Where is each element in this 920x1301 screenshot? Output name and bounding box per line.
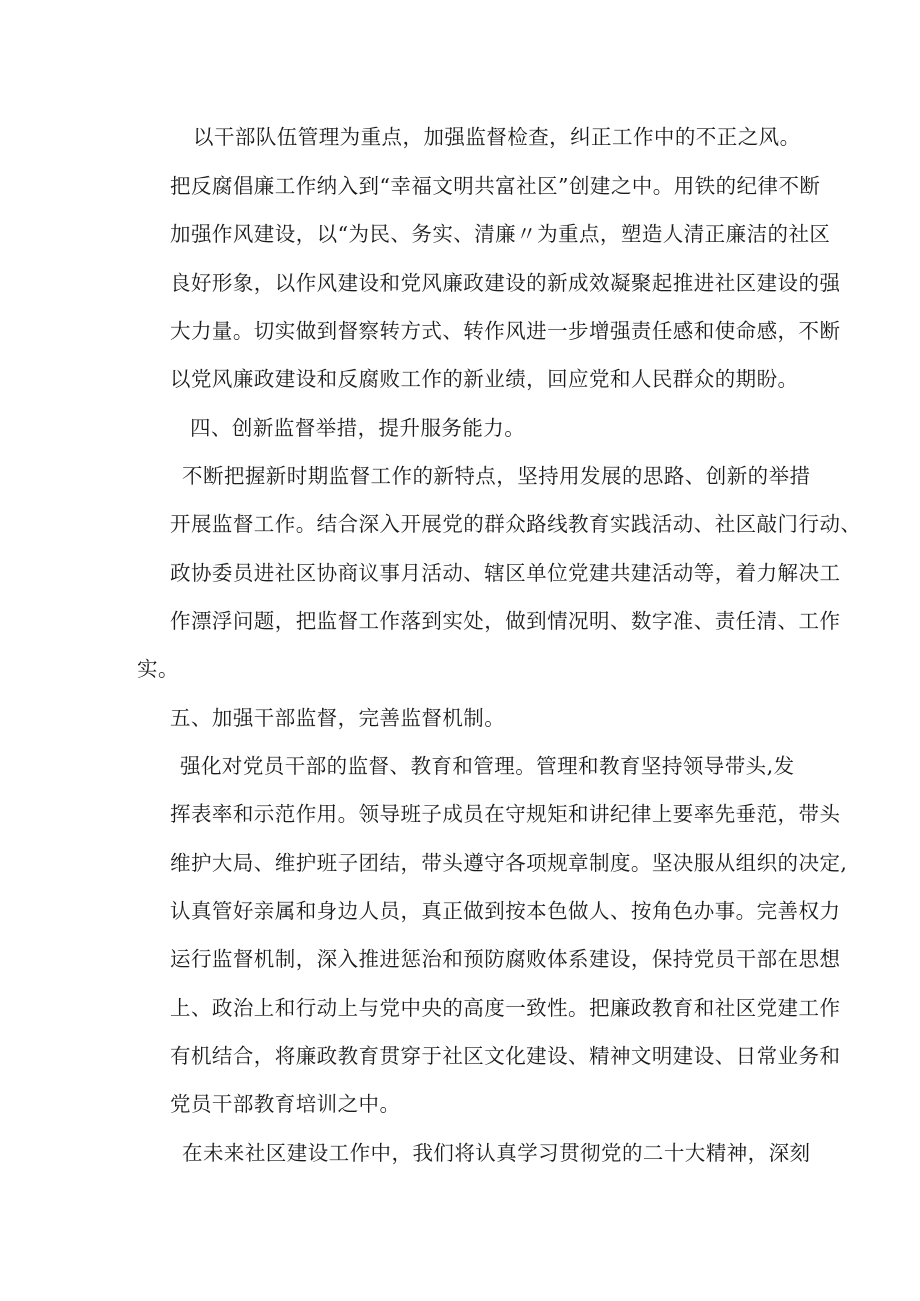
paragraph-line: 加强作风建设，以“为民、务实、清廉〃为重点，塑造人清正廉洁的社区: [170, 222, 831, 246]
paragraph-line: 维护大局、维护班子团结，带头遵守各项规章制度。坚决服从组织的决定,: [170, 851, 848, 875]
paragraph-line: 有机结合，将廉政教育贯穿于社区文化建设、精神文明建设、日常业务和: [170, 1044, 841, 1068]
paragraph-line: 以干部队伍管理为重点，加强监督检查，纠正工作中的不正之风。: [193, 125, 801, 149]
paragraph-line: 作漂浮问题，把监督工作落到实处，做到情况明、数字准、责任清、工作: [170, 609, 841, 633]
paragraph-line: 运行监督机制，深入推进惩治和预防腐败体系建设，保持党员干部在思想: [170, 947, 841, 971]
paragraph-line: 上、政治上和行动上与党中央的高度一致性。把廉政教育和社区党建工作: [170, 996, 841, 1020]
paragraph-line: 挥表率和示范作用。领导班子成员在守规矩和讲纪律上要率先垂范，带头: [170, 802, 841, 826]
paragraph-line: 党员干部教育培训之中。: [170, 1092, 401, 1116]
paragraph-line: 良好形象，以作风建设和党风廉政建设的新成效凝聚起推进社区建设的强: [170, 271, 841, 295]
paragraph-line: 政协委员进社区协商议事月活动、辖区单位党建共建活动等，着力解决工: [170, 561, 841, 585]
section-heading: 五、加强干部监督，完善监督机制。: [170, 706, 506, 730]
paragraph-line: 认真管好亲属和身边人员，真正做到按本色做人、按角色办事。完善权力: [170, 899, 841, 923]
paragraph-line: 大力量。切实做到督察转方式、转作风进一步增强责任感和使命感，不断: [170, 319, 841, 343]
paragraph-line: 把反腐倡廉工作纳入到“幸福文明共富社区”创建之中。用铁的纪律不断: [170, 174, 821, 198]
paragraph-line: 在未来社区建设工作中，我们将认真学习贯彻党的二十大精神，深刻: [182, 1141, 811, 1165]
paragraph-line: 强化对党员干部的监督、教育和管理。管理和教育坚持领导带头,发: [180, 754, 795, 778]
section-heading: 四、创新监督举措，提升服务能力。: [190, 416, 526, 440]
paragraph-line: 实。: [137, 657, 179, 681]
paragraph-line: 以党风廉政建设和反腐败工作的新业绩，回应党和人民群众的期盼。: [170, 367, 799, 391]
paragraph-line: 不断把握新时期监督工作的新特点，坚持用发展的思路、创新的举措: [182, 464, 811, 488]
paragraph-line: 开展监督工作。结合深入开展党的群众路线教育实践活动、社区敲门行动、: [170, 512, 862, 536]
